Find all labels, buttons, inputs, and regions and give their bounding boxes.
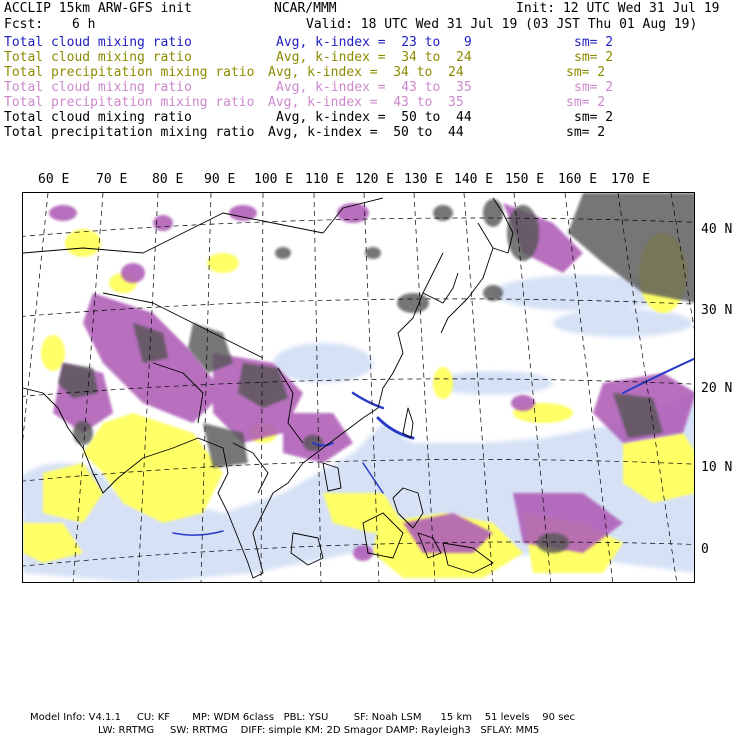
lon-label: 60 E — [38, 172, 70, 187]
forecast-label: Fcst: — [4, 17, 44, 32]
legend-avg-7: Avg, k-index = 50 to 44 — [268, 125, 464, 140]
lat-label: 10 N — [701, 460, 733, 475]
legend-sm-4: sm= 2 — [574, 80, 614, 95]
model-title: ACCLIP 15km ARW-GFS init — [4, 1, 192, 16]
legend-sm-2: sm= 2 — [574, 50, 614, 65]
legend-sm-5: sm= 2 — [566, 95, 606, 110]
legend-field-5: Total precipitation mixing ratio — [4, 95, 255, 110]
forecast-value: 6 h — [72, 17, 96, 32]
lat-label: 30 N — [701, 303, 733, 318]
lon-label: 110 E — [305, 172, 345, 187]
legend-field-3: Total precipitation mixing ratio — [4, 65, 255, 80]
legend-avg-5: Avg, k-index = 43 to 35 — [268, 95, 464, 110]
legend-field-6: Total cloud mixing ratio — [4, 110, 192, 125]
model-info-line2: LW: RRTMG SW: RRTMG DIFF: simple KM: 2D Smagor DAMP: Rayleigh3 SFLAY: MM5 — [98, 725, 540, 736]
lon-label: 160 E — [558, 172, 598, 187]
lon-label: 80 E — [152, 172, 184, 187]
lon-label: 170 E — [611, 172, 651, 187]
legend-field-1: Total cloud mixing ratio — [4, 35, 192, 50]
valid-time: Valid: 18 UTC Wed 31 Jul 19 (03 JST Thu 01 Aug 19) — [306, 17, 698, 32]
legend-sm-3: sm= 2 — [566, 65, 606, 80]
legend-avg-3: Avg, k-index = 34 to 24 — [268, 65, 464, 80]
legend-sm-7: sm= 2 — [566, 125, 606, 140]
lon-label: 140 E — [454, 172, 494, 187]
lat-label: 0 — [701, 542, 709, 557]
lat-label: 40 N — [701, 222, 733, 237]
legend-field-7: Total precipitation mixing ratio — [4, 125, 255, 140]
center-name: NCAR/MMM — [274, 1, 337, 16]
lon-label: 150 E — [505, 172, 545, 187]
lon-label: 130 E — [404, 172, 444, 187]
map-panel — [22, 192, 695, 583]
lat-label: 20 N — [701, 381, 733, 396]
legend-sm-1: sm= 2 — [574, 35, 614, 50]
lon-label: 70 E — [96, 172, 128, 187]
legend-avg-4: Avg, k-index = 43 to 35 — [276, 80, 472, 95]
legend-avg-6: Avg, k-index = 50 to 44 — [276, 110, 472, 125]
map-canvas — [23, 193, 695, 583]
legend-field-2: Total cloud mixing ratio — [4, 50, 192, 65]
legend-avg-2: Avg, k-index = 34 to 24 — [276, 50, 472, 65]
legend-avg-1: Avg, k-index = 23 to 9 — [276, 35, 472, 50]
model-info-line1: Model Info: V4.1.1 CU: KF MP: WDM 6class PBL: YSU SF: Noah LSM 15 km 51 levels 90 sec — [30, 712, 576, 723]
legend-field-4: Total cloud mixing ratio — [4, 80, 192, 95]
init-time: Init: 12 UTC Wed 31 Jul 19 — [516, 1, 720, 16]
lon-label: 90 E — [204, 172, 236, 187]
lon-label: 120 E — [355, 172, 395, 187]
legend-sm-6: sm= 2 — [574, 110, 614, 125]
lon-label: 100 E — [254, 172, 294, 187]
